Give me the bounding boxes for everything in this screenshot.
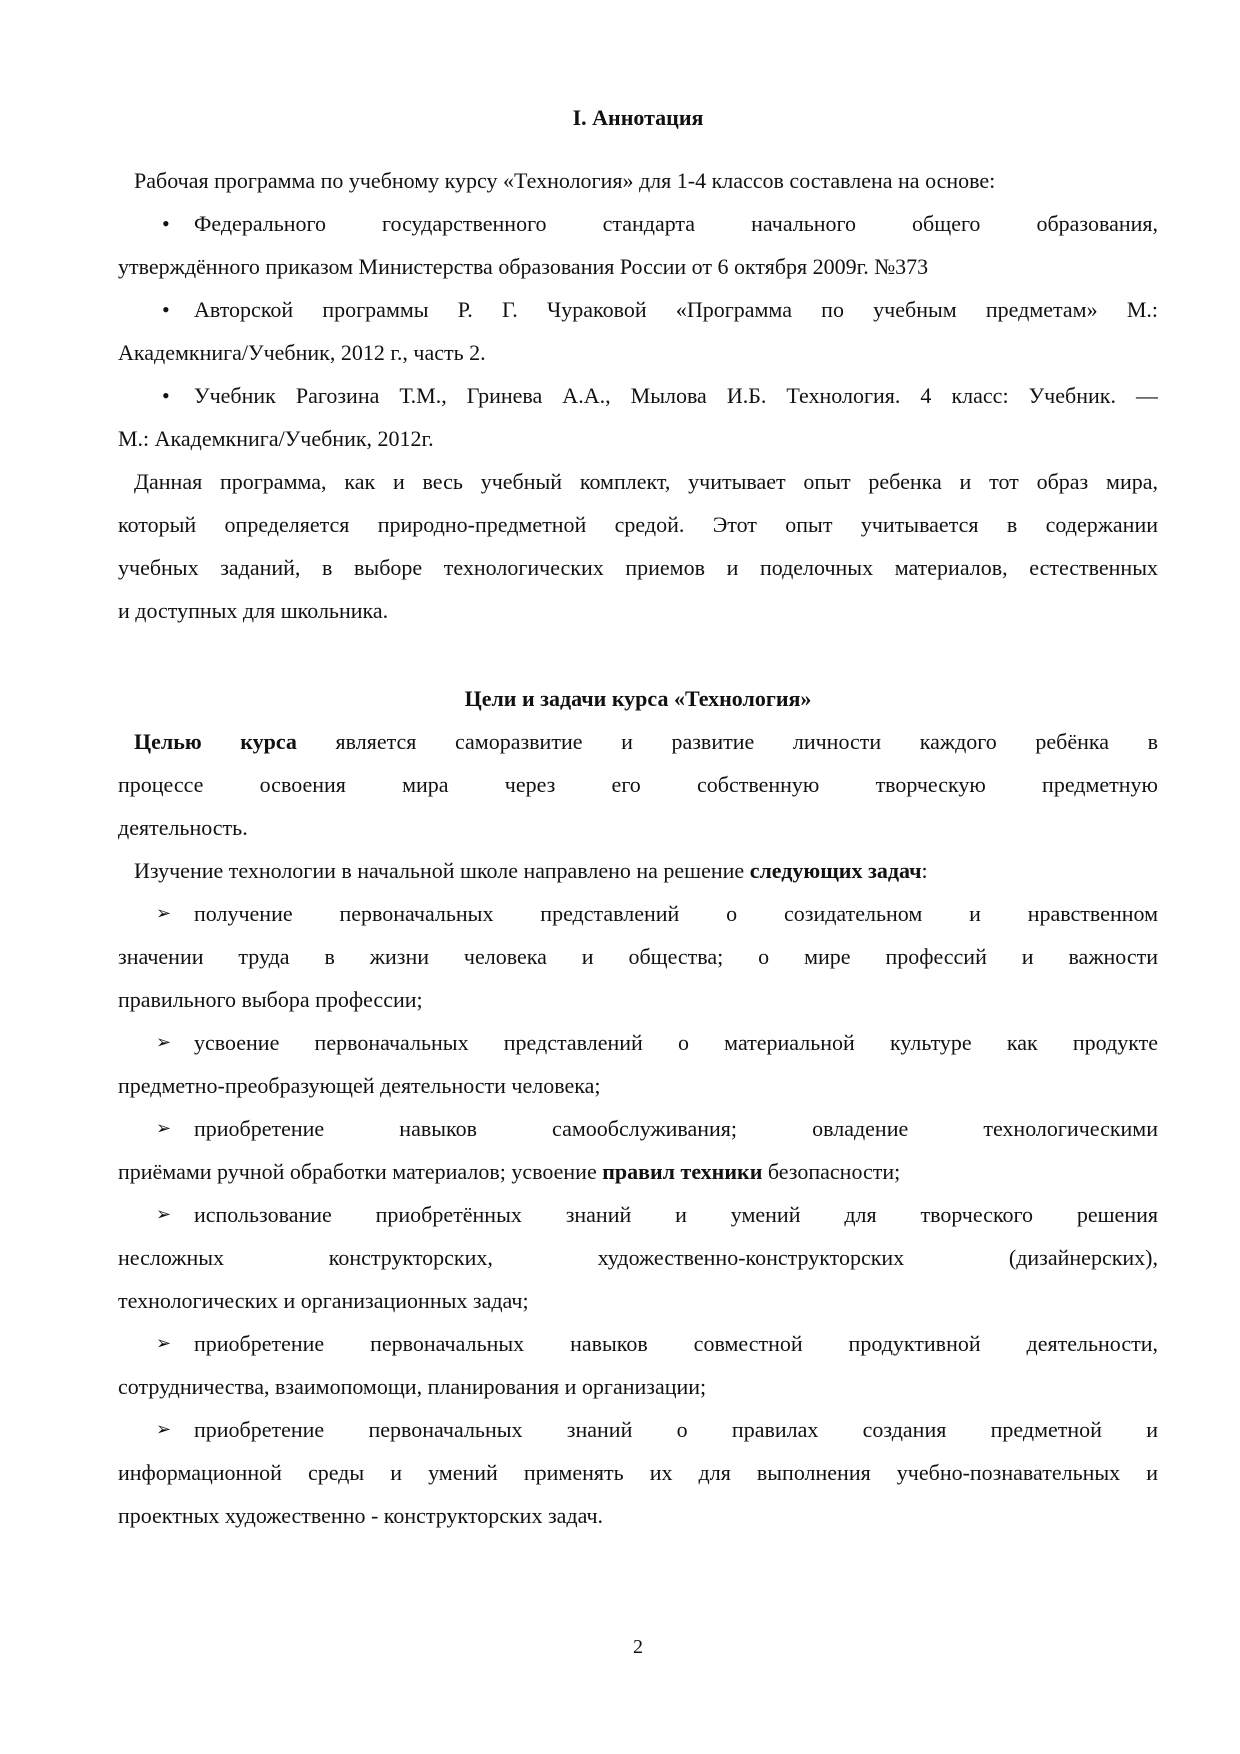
text-line bbox=[118, 763, 1158, 806]
text: и доступных для школьника. bbox=[118, 598, 389, 623]
arrow-bullet-icon: ➢ bbox=[156, 1204, 172, 1224]
text: приёмами ручной обработки материалов; усвоение bbox=[118, 1159, 603, 1184]
section-heading bbox=[118, 96, 1158, 139]
text: Рабочая программа по учебному курсу «Технология» для 1-4 классов составлена на основе: bbox=[134, 168, 996, 193]
text-line bbox=[118, 1150, 1158, 1193]
text: усвоение первоначальных представлений о материальной культуре как продукте bbox=[194, 1030, 1158, 1055]
arrow-bullet-icon: ➢ bbox=[156, 1032, 172, 1052]
text: предметно-преобразующей деятельности человека; bbox=[118, 1073, 601, 1098]
text: : bbox=[921, 858, 928, 883]
text-line bbox=[118, 374, 1158, 417]
text: является саморазвитие и развитие личности каждого ребёнка в bbox=[296, 729, 1158, 754]
page-number: 2 bbox=[633, 1636, 643, 1658]
list-item bbox=[118, 202, 1158, 288]
text: информационной среды и умений применять их для выполнения учебно-познавательных и bbox=[118, 1460, 1158, 1485]
text-line bbox=[118, 1064, 1158, 1107]
list-item bbox=[118, 288, 1158, 374]
text: правильного выбора профессии; bbox=[118, 987, 423, 1012]
text: Федерального государственного стандарта начального общего образования, bbox=[194, 211, 1158, 236]
text-line bbox=[118, 159, 1158, 202]
list-item bbox=[118, 1322, 1158, 1408]
list-item bbox=[118, 1408, 1158, 1537]
list-item bbox=[118, 1021, 1158, 1107]
text-line bbox=[118, 96, 1158, 139]
arrow-bullet-icon: ➢ bbox=[156, 1118, 172, 1138]
text: Цели и задачи курса «Технология» bbox=[464, 686, 812, 711]
list-item bbox=[118, 1107, 1158, 1193]
text: Изучение технологии в начальной школе направлено на решение bbox=[134, 858, 750, 883]
text: М.: Академкнига/Учебник, 2012г. bbox=[118, 426, 434, 451]
text-line bbox=[118, 978, 1158, 1021]
text: деятельность. bbox=[118, 815, 248, 840]
text-line bbox=[118, 460, 1158, 503]
text: приобретение первоначальных навыков совместной продуктивной деятельности, bbox=[194, 1331, 1158, 1356]
text: Учебник Рагозина Т.М., Гринева А.А., Мылова И.Б. Технология. 4 класс: Учебник. — bbox=[194, 383, 1158, 408]
bold-text: следующих задач bbox=[749, 858, 922, 883]
text-line bbox=[118, 589, 1158, 632]
document-body bbox=[118, 96, 1158, 1537]
text: получение первоначальных представлений о созидательном и нравственном bbox=[194, 901, 1158, 926]
text-line bbox=[118, 288, 1158, 331]
text-line bbox=[118, 1021, 1158, 1064]
text-line bbox=[118, 720, 1158, 763]
paragraph bbox=[118, 849, 1158, 892]
text: процессе освоения мира через его собственную творческую предметную bbox=[118, 772, 1158, 797]
text: безопасности; bbox=[762, 1159, 901, 1184]
text-line bbox=[118, 1193, 1158, 1236]
paragraph bbox=[118, 720, 1158, 849]
arrow-bullet-icon: ➢ bbox=[156, 1333, 172, 1353]
text-line bbox=[118, 1236, 1158, 1279]
text-line bbox=[118, 202, 1158, 245]
text: I. Аннотация bbox=[572, 105, 704, 130]
text-line bbox=[118, 849, 1158, 892]
list-item bbox=[118, 374, 1158, 460]
paragraph bbox=[118, 460, 1158, 632]
text: сотрудничества, взаимопомощи, планирования и организации; bbox=[118, 1374, 707, 1399]
text: значении труда в жизни человека и общества; о мире профессий и важности bbox=[118, 944, 1158, 969]
bold-text: правил техники bbox=[602, 1159, 763, 1184]
bullet-icon: • bbox=[162, 297, 170, 322]
text-line bbox=[118, 677, 1158, 720]
text: технологических и организационных задач; bbox=[118, 1288, 529, 1313]
text: приобретение первоначальных знаний о правилах создания предметной и bbox=[194, 1417, 1158, 1442]
text: Данная программа, как и весь учебный комплект, учитывает опыт ребенка и тот образ мира, bbox=[134, 469, 1158, 494]
text: учебных заданий, в выборе технологических приемов и поделочных материалов, естественных bbox=[118, 555, 1158, 580]
bullet-icon: • bbox=[162, 383, 170, 408]
text-line bbox=[118, 1451, 1158, 1494]
text-line bbox=[118, 503, 1158, 546]
text: проектных художественно - конструкторских задач. bbox=[118, 1503, 604, 1528]
text-line bbox=[118, 1107, 1158, 1150]
text-line bbox=[118, 1279, 1158, 1322]
text-line bbox=[118, 892, 1158, 935]
paragraph bbox=[118, 159, 1158, 202]
text: который определяется природно-предметной средой. Этот опыт учитывается в содержании bbox=[118, 512, 1158, 537]
arrow-bullet-icon: ➢ bbox=[156, 1419, 172, 1439]
bold-text: Целью курса bbox=[134, 729, 297, 754]
text-line bbox=[118, 806, 1158, 849]
arrow-bullet-icon: ➢ bbox=[156, 903, 172, 923]
text-line bbox=[118, 1322, 1158, 1365]
text-line bbox=[118, 1494, 1158, 1537]
text-line bbox=[118, 935, 1158, 978]
text: Академкнига/Учебник, 2012 г., часть 2. bbox=[118, 340, 486, 365]
text: использование приобретённых знаний и умений для творческого решения bbox=[194, 1202, 1158, 1227]
text-line bbox=[118, 546, 1158, 589]
text: несложных конструкторских, художественно-конструкторских (дизайнерских), bbox=[118, 1245, 1158, 1270]
text-line bbox=[118, 417, 1158, 460]
list-item bbox=[118, 892, 1158, 1021]
bullet-icon: • bbox=[162, 211, 170, 236]
list-item bbox=[118, 1193, 1158, 1322]
text-line bbox=[118, 1408, 1158, 1451]
text: приобретение навыков самообслуживания; овладение технологическими bbox=[194, 1116, 1158, 1141]
text-line bbox=[118, 245, 1158, 288]
text-line bbox=[118, 331, 1158, 374]
section-heading bbox=[118, 677, 1158, 720]
text: Авторской программы Р. Г. Чураковой «Программа по учебным предметам» М.: bbox=[194, 297, 1158, 322]
text: утверждённого приказом Министерства образования России от 6 октября 2009г. №373 bbox=[118, 254, 929, 279]
text-line bbox=[118, 1365, 1158, 1408]
